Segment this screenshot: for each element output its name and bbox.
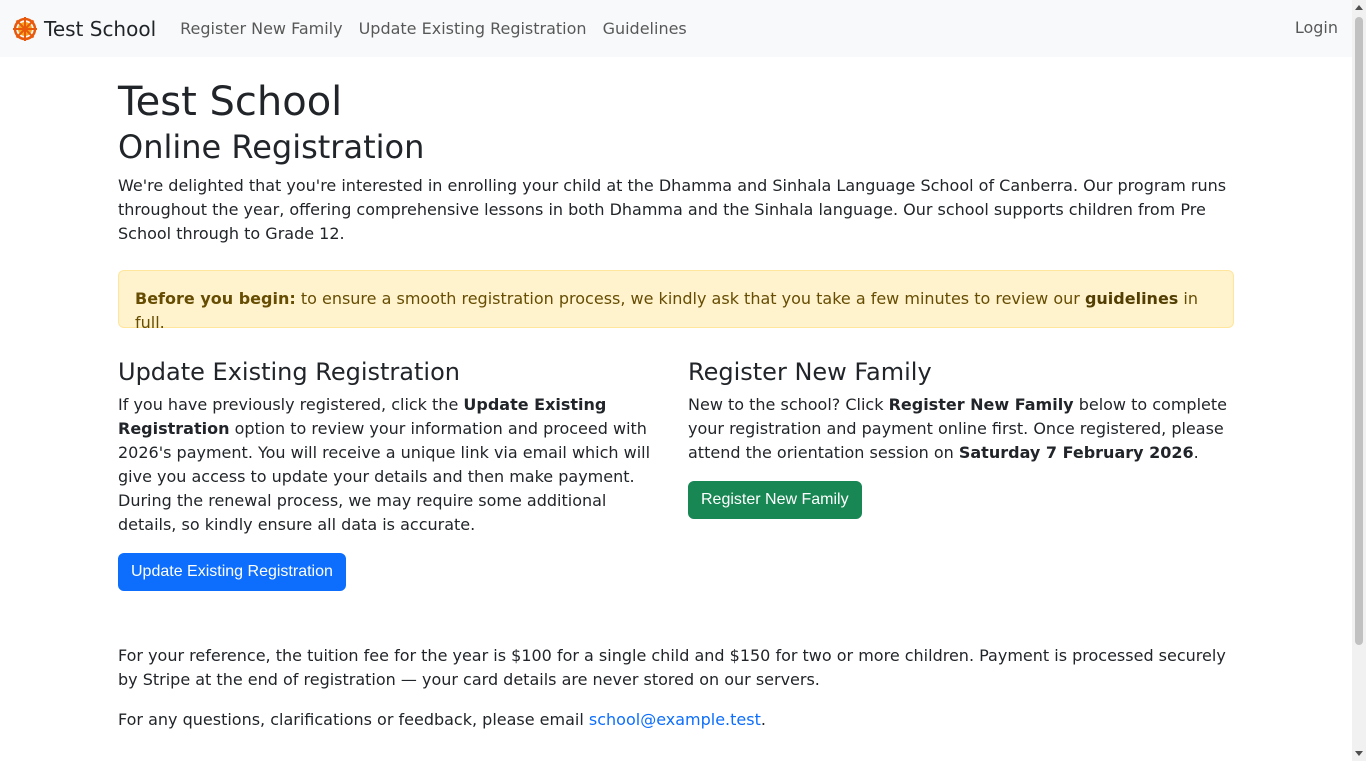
register-heading: Register New Family <box>688 358 932 387</box>
nav-guidelines[interactable]: Guidelines <box>602 18 687 38</box>
contact-end: . <box>760 710 766 729</box>
register-new-family-button[interactable]: Register New Family <box>688 481 862 519</box>
update-text-bold: Update Existing Registration <box>118 395 607 439</box>
brand-link[interactable] <box>12 14 156 44</box>
scroll-down-arrow-icon[interactable] <box>1355 751 1363 756</box>
page-title: Test School <box>118 79 343 125</box>
register-text-1: New to the school? Click <box>688 395 889 415</box>
update-text-1: If you have previously registered, click the <box>118 395 464 415</box>
fee-text: For your reference, the tuition fee for the year is $100 for a single child and $150 for two or more children. Payment is processed securely by Stripe at the end of registration — your card details are never stored on our servers. <box>118 646 1226 689</box>
alert-strong: Before you begin: <box>135 289 296 309</box>
contact-prefix: For any questions, clarifications or feedback, please email <box>118 710 589 729</box>
main-content <box>118 78 1234 591</box>
navbar <box>0 0 1352 57</box>
footer-info <box>118 644 1234 748</box>
intro-text: We're delighted that you're interested in enrolling your child at the Dhamma and Sinhala Language School of Canberra. Our program runs throughout the year, offering comprehensive lessons in both Dhamma and the Sinhala language. Our school supports children from Pre School through to Grade 12. <box>118 176 1227 244</box>
login-link[interactable]: Login <box>1294 18 1338 37</box>
update-heading: Update Existing Registration <box>118 358 460 387</box>
nav-update-existing-registration[interactable]: Update Existing Registration <box>358 18 587 38</box>
email-link[interactable]: school@example.test <box>588 710 761 729</box>
update-existing-registration-button[interactable]: Update Existing Registration <box>118 553 346 591</box>
register-description <box>688 393 1234 465</box>
brand-name: Test School <box>44 16 157 41</box>
update-text-2: option to review your information and proceed with 2026's payment. You will receive a unique link via email which will give you access to update your details and then make payment. During the renewal process, we may require some additional details, so kindly ensure all data is accurate. <box>118 419 651 535</box>
update-section <box>118 352 664 591</box>
scroll-thumb[interactable] <box>1355 17 1363 645</box>
alert-text: to ensure a smooth registration process, we kindly ask that you take a few minutes to review our <box>295 289 1085 309</box>
register-text-bold-1: Register New Family <box>888 395 1074 415</box>
contact-text <box>118 708 1234 732</box>
register-section <box>688 352 1234 591</box>
guidelines-link[interactable]: guidelines <box>1084 289 1179 309</box>
register-text-2: below to complete your registration and payment online first. Once registered, please attend the orientation session on <box>688 395 1227 463</box>
update-description <box>118 393 664 537</box>
page-subtitle: Online Registration <box>118 128 425 166</box>
alert-end: in full. <box>135 289 1198 333</box>
scroll-up-arrow-icon[interactable] <box>1355 5 1363 10</box>
dharma-wheel-icon <box>12 16 38 42</box>
register-text-3: . <box>1193 443 1199 463</box>
nav-links <box>172 17 695 41</box>
register-text-bold-2: Saturday 7 February 2026 <box>958 443 1194 463</box>
options-row <box>118 352 1234 591</box>
nav-register-new-family[interactable]: Register New Family <box>180 18 343 38</box>
scrollbar[interactable] <box>1352 0 1366 761</box>
before-you-begin-alert <box>118 270 1234 333</box>
